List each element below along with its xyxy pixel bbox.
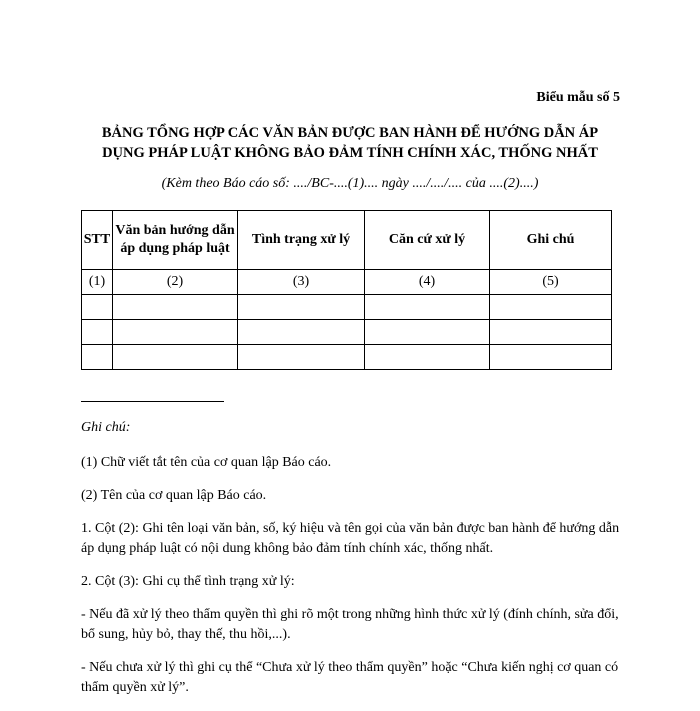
table-row (82, 295, 612, 320)
index-cell: (5) (490, 270, 612, 295)
table-row (82, 345, 612, 370)
table-cell[interactable] (113, 320, 238, 345)
index-cell: (3) (238, 270, 365, 295)
header-notes: Ghi chú (490, 211, 612, 270)
document-subtitle: (Kèm theo Báo cáo số: ..../BC-....(1).... ngày ..../..../.... của ....(2)....) (161, 176, 539, 191)
report-table (81, 210, 612, 370)
header-document: Văn bản hướng dẫn áp dụng pháp luật (113, 211, 238, 270)
table-cell[interactable] (82, 295, 113, 320)
note-item: 2. Cột (3): Ghi cụ thể tình trạng xử lý: (81, 574, 295, 589)
table-cell[interactable] (490, 295, 612, 320)
note-item: (1) Chữ viết tắt tên của cơ quan lập Báo cáo. (81, 455, 332, 470)
index-row (82, 270, 612, 295)
table-cell[interactable] (365, 295, 490, 320)
notes-section (81, 418, 621, 711)
document-title (60, 123, 640, 163)
note-item: (2) Tên của cơ quan lập Báo cáo. (81, 488, 267, 503)
index-cell: (1) (82, 270, 113, 295)
table-cell[interactable] (113, 345, 238, 370)
header-basis: Căn cứ xử lý (365, 211, 490, 270)
table-cell[interactable] (238, 295, 365, 320)
table-cell[interactable] (82, 320, 113, 345)
table-cell[interactable] (490, 320, 612, 345)
header-status: Tình trạng xử lý (238, 211, 365, 270)
table-row (82, 320, 612, 345)
title-line-2: DỤNG PHÁP LUẬT KHÔNG BẢO ĐẢM TÍNH CHÍNH XÁC, THỐNG NHẤT (102, 145, 598, 161)
footnote-divider (81, 401, 224, 402)
form-number: Biểu mẫu số 5 (536, 90, 620, 105)
table-cell[interactable] (82, 345, 113, 370)
table-cell[interactable] (365, 345, 490, 370)
note-item: - Nếu đã xử lý theo thẩm quyền thì ghi rõ một trong những hình thức xử lý (đính chính, sửa đổi, bổ sung, hủy bỏ, thay thế, thu hồi,...). (81, 607, 619, 642)
note-item: 1. Cột (2): Ghi tên loại văn bản, số, ký hiệu và tên gọi của văn bản được ban hành để hướng dẫn áp dụng pháp luật có nội dung không bảo đảm tính chính xác, thống nhất. (81, 521, 620, 556)
notes-heading: Ghi chú: (81, 420, 131, 435)
table-cell[interactable] (238, 345, 365, 370)
index-cell: (4) (365, 270, 490, 295)
header-stt: STT (82, 211, 113, 270)
index-cell: (2) (113, 270, 238, 295)
table-cell[interactable] (238, 320, 365, 345)
table-header-row (82, 211, 612, 270)
table-cell[interactable] (113, 295, 238, 320)
title-line-1: BẢNG TỔNG HỢP CÁC VĂN BẢN ĐƯỢC BAN HÀNH ĐỂ HƯỚNG DẪN ÁP (101, 125, 599, 141)
table-cell[interactable] (490, 345, 612, 370)
note-item: - Nếu chưa xử lý thì ghi cụ thể “Chưa xử lý theo thẩm quyền” hoặc “Chưa kiến nghị cơ quan có thẩm quyền xử lý”. (81, 660, 619, 695)
table-cell[interactable] (365, 320, 490, 345)
